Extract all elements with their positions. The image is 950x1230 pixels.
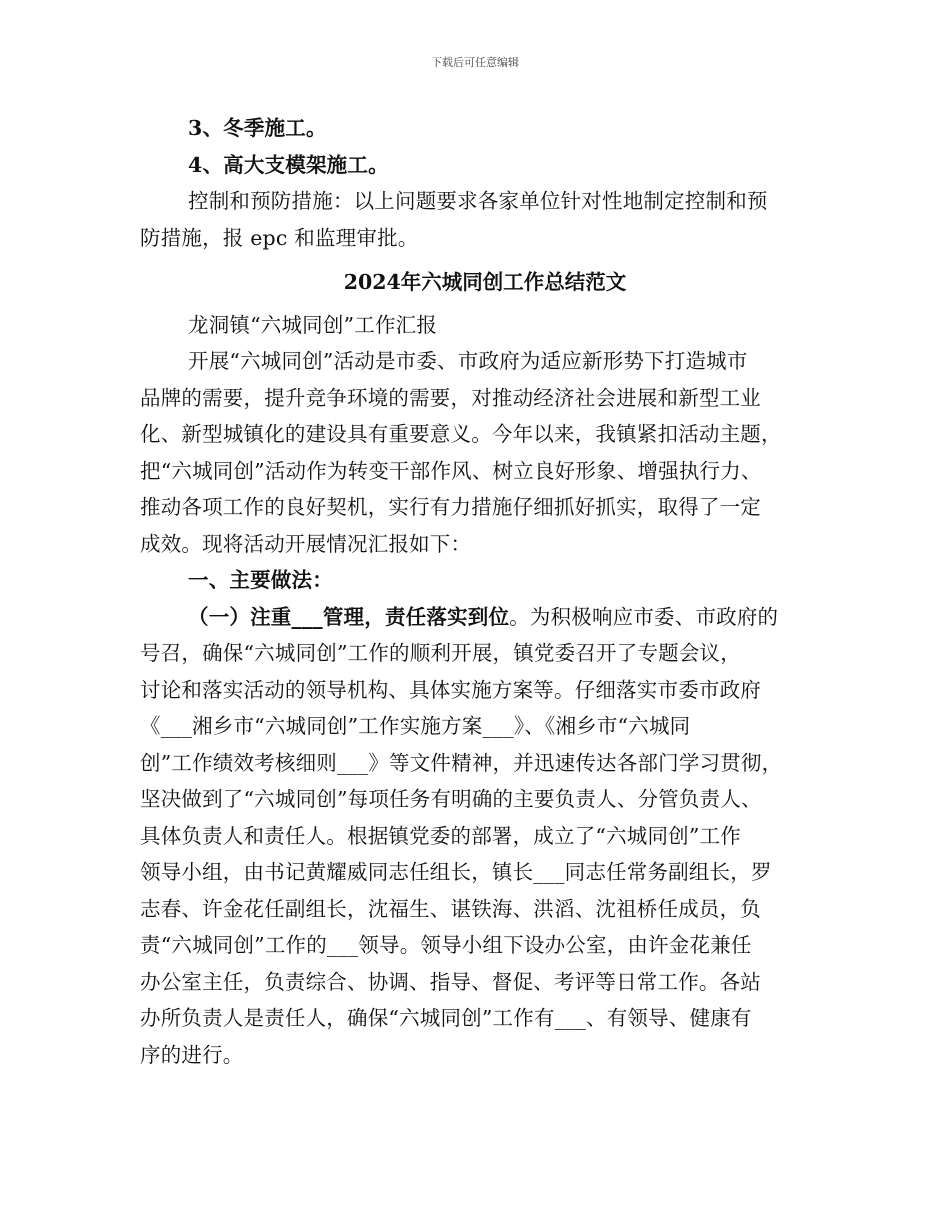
report-title: 龙洞镇“六城同创”工作汇报 <box>188 312 438 337</box>
intro-line: 开展“六城同创”活动是市委、市政府为适应新形势下打造城市 <box>188 349 748 373</box>
paragraph-line: 坚决做到了“六城同创”每项任务有明确的主要负责人、分管负责人、 <box>140 787 762 811</box>
paragraph-line: 讨论和落实活动的领导机构、具体实施方案等。仔细落实市委市政府 <box>140 677 761 702</box>
paragraph-line: 序的进行。 <box>140 1042 244 1067</box>
intro-line: 推动各项工作的良好契机，实行有力措施仔细抓好抓实，取得了一定 <box>140 495 761 519</box>
paragraph-lead-rest: 。为积极响应市委、市政府的 <box>509 604 779 629</box>
paragraph-lead-line <box>140 599 830 636</box>
control-measures-line-1: 控制和预防措施：以上问题要求各家单位针对性地制定控制和预 <box>188 189 768 213</box>
paragraph-line: 创”工作绩效考核细则___》等文件精神，并迅速传达各部门学习贯彻， <box>140 750 783 775</box>
intro-line: 把“六城同创”活动作为转变干部作风、树立良好形象、增强执行力、 <box>140 458 762 483</box>
paragraph-line: 号召，确保“六城同创”工作的顺利开展，镇党委召开了专题会议， <box>140 641 741 665</box>
paragraph-line: 领导小组，由书记黄耀威同志任组长，镇长___同志任常务副组长，罗 <box>140 860 772 884</box>
list-item-winter-construction: 3、冬季施工。 <box>188 116 327 140</box>
document-body <box>140 110 830 1073</box>
paragraph-line: 志春、许金花任副组长，沈福生、谌铁海、洪滔、沈祖桥任成员，负 <box>140 896 761 921</box>
intro-line: 成效。现将活动开展情况汇报如下： <box>140 531 472 556</box>
paragraph-line: 具体负责人和责任人。根据镇党委的部署，成立了“六城同创”工作 <box>140 823 741 848</box>
paragraph-bold-lead: （一）注重___管理，责任落实到位 <box>188 604 510 629</box>
paragraph-line: 责“六城同创”工作的___领导。领导小组下设办公室，由许金花兼任 <box>140 933 752 957</box>
paragraph-line: 《___湘乡市“六城同创”工作实施方案___》、《湘乡市“六城同 <box>140 714 691 738</box>
paragraph-line: 办公室主任，负责综合、协调、指导、督促、考评等日常工作。各站 <box>140 969 761 994</box>
page-header-note: 下载后可任意编辑 <box>431 56 519 69</box>
control-measures-line-2: 防措施，报 epc 和监理审批。 <box>140 225 419 250</box>
list-item-formwork-construction: 4、高大支模架施工。 <box>188 152 389 177</box>
document-title: 2024年六城同创工作总结范文 <box>343 270 627 294</box>
intro-line: 品牌的需要，提升竞争环境的需要，对推动经济社会进展和新型工业 <box>140 385 761 410</box>
paragraph-line: 办所负责人是责任人，确保“六城同创”工作有___、有领导、健康有 <box>140 1006 752 1030</box>
intro-line: 化、新型城镇化的建设具有重要意义。今年以来，我镇紧扣活动主题， <box>140 422 782 446</box>
section-heading-main-practices: 一、主要做法： <box>188 568 333 592</box>
